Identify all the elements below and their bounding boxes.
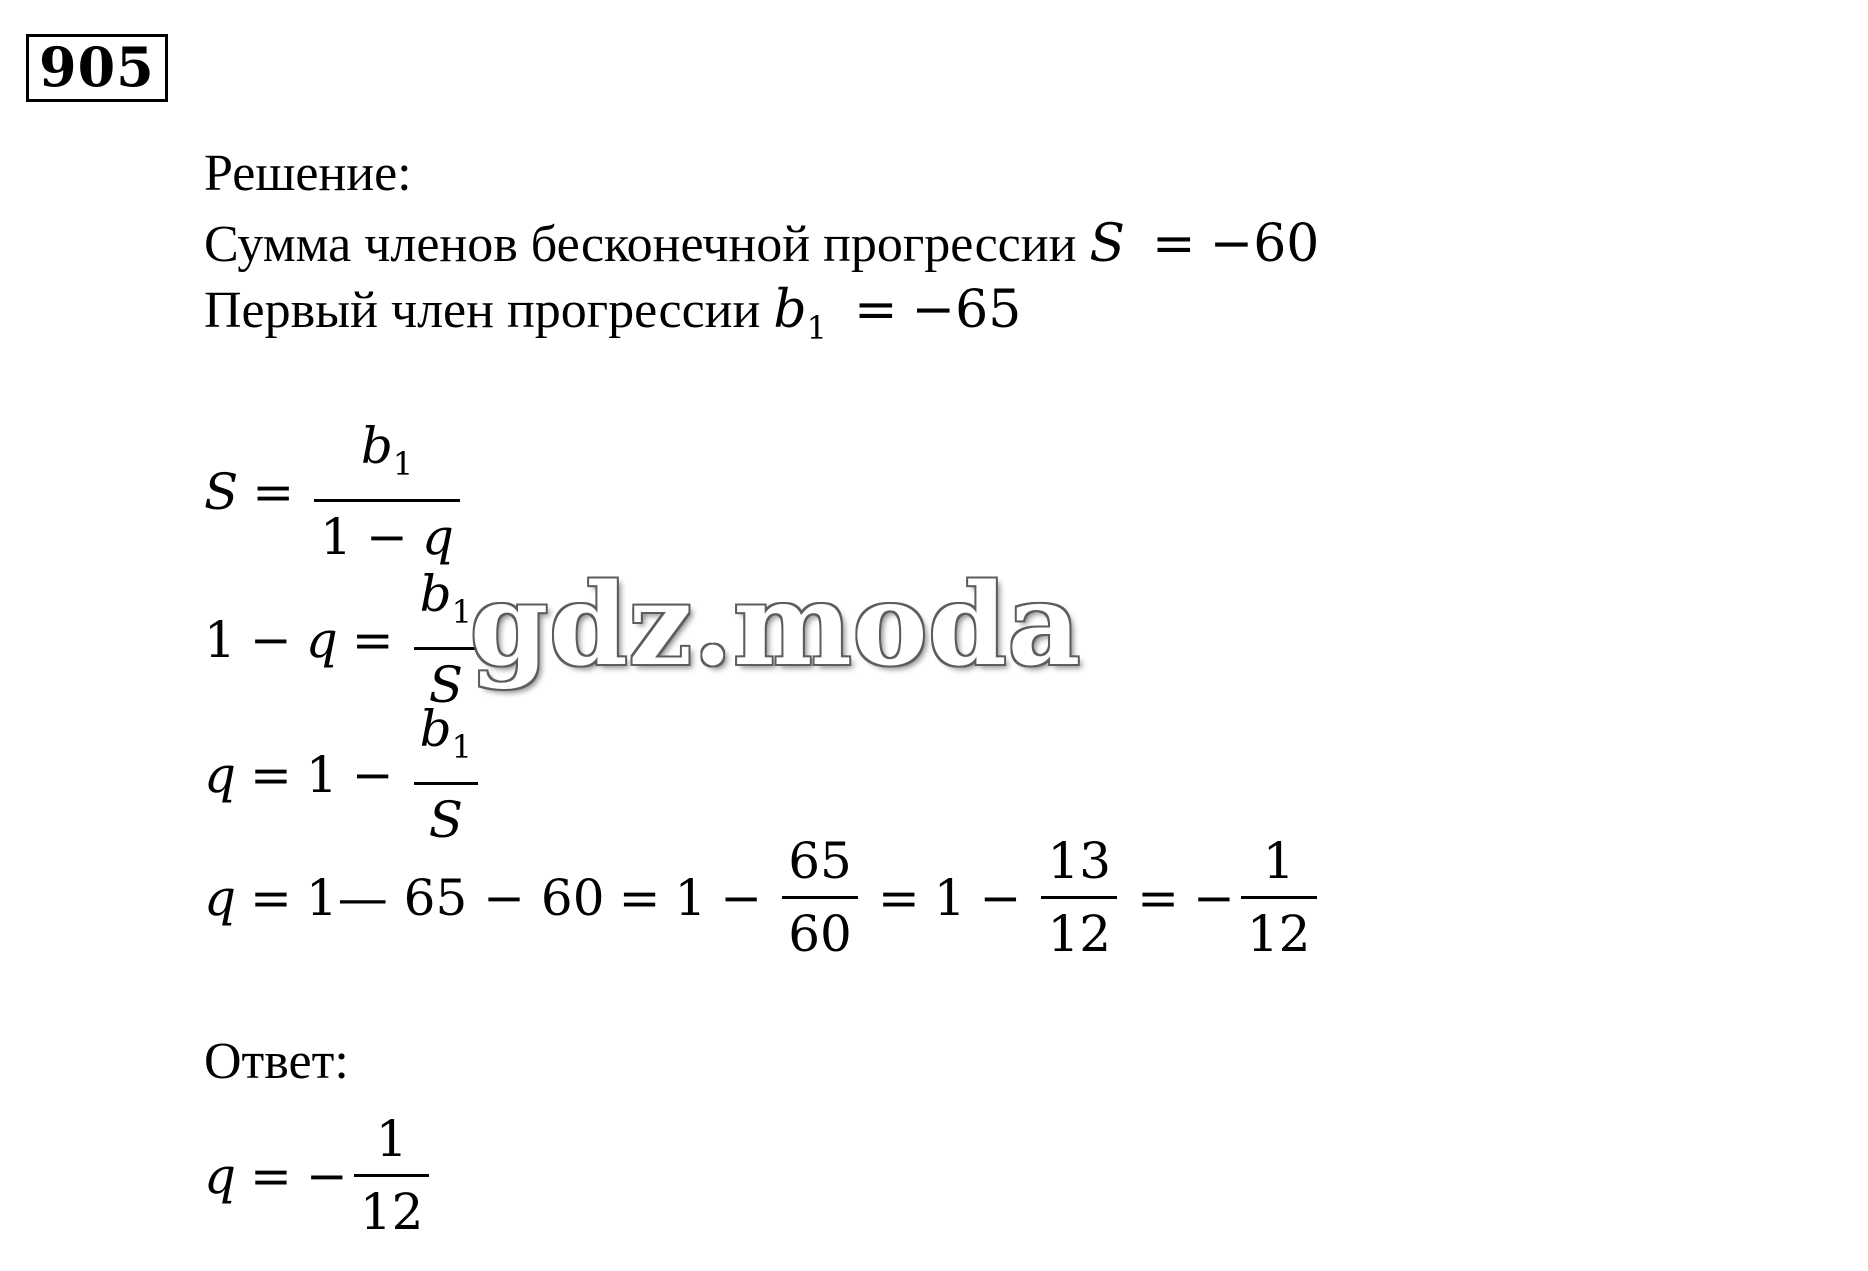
formula-2-one: 1 [204,610,236,669]
answer-minus: − [305,1146,348,1205]
formula-4-expr: 1— 65 − 60 [305,868,605,927]
formula-sum-fraction [314,415,460,568]
formula-sum [204,415,466,568]
fraction-denominator: 1 − q [320,508,454,566]
given-sum-var: S [1089,214,1126,274]
formula-4-minus-c: − [1192,868,1235,927]
formula-4-eq4: = [1137,868,1179,927]
formula-4-eq3: = [877,868,920,927]
answer-fraction [354,1108,430,1243]
fraction-numerator: 65 [788,832,852,890]
fraction-denominator: 12 [359,1183,424,1241]
formula-3-q: q [204,745,237,804]
given-first-var: b [773,280,807,340]
fraction-denominator: 12 [1246,905,1311,963]
given-sum-eq: = [1152,214,1196,274]
formula-4-q: q [204,868,237,927]
formula-4-one-b: 1 [933,868,966,927]
answer-label: Ответ: [204,1033,349,1090]
formula-3-one: 1 [305,745,338,804]
formula-sum-lhs: S [204,462,239,521]
formula-4-minus-a: − [720,868,763,927]
formula-4-fraction-3 [1241,830,1317,965]
given-first-value: −65 [911,280,1022,340]
watermark: gdz.moda [470,560,1082,691]
formula-sum-eq: = [252,462,295,521]
fraction-denominator: 12 [1047,905,1112,963]
given-sum-text: Сумма членов бесконечной прогрессии [204,216,1077,273]
fraction-numerator: $b_1$ [360,417,414,483]
formula-4-eq1: = [250,868,292,927]
formula-2-q: q [305,610,338,669]
formula-4-minus-b: − [979,868,1022,927]
given-first-eq: = [853,280,898,340]
fraction-numerator: $b_1$ [419,700,473,766]
formula-q [204,698,484,851]
formula-one-minus-q [204,563,484,716]
formula-2-eq: = [351,610,394,669]
fraction-numerator: 1 [375,1110,408,1168]
solution-heading: Решение: [204,145,412,202]
fraction-denominator: S [428,791,463,849]
formula-2-minus: − [249,610,292,669]
formula-3-eq: = [250,745,292,804]
fraction-numerator: 1 [1262,832,1295,890]
given-sum-value: −60 [1209,214,1320,274]
problem-number: 905 [26,34,168,102]
fraction-numerator: 13 [1047,832,1112,890]
given-first-text: Первый член прогрессии [204,282,761,339]
fraction-numerator: $b_1$ [419,565,473,631]
given-first-sub: 1 [806,309,827,347]
formula-4-fraction-1 [782,830,858,965]
formula-4-one-a: 1 [674,868,707,927]
fraction-denominator: S [428,656,463,714]
formula-3-minus: − [351,745,394,804]
given-first-line [204,280,1021,358]
answer-eq: = [250,1146,292,1205]
answer-formula [204,1108,435,1243]
answer-q: q [204,1146,237,1205]
formula-2-fraction [414,563,478,716]
given-sum-line [204,214,1319,275]
formula-3-fraction [414,698,478,851]
fraction-denominator: 60 [788,905,852,963]
formula-computation [204,830,1323,965]
formula-4-eq2: = [618,868,661,927]
formula-4-fraction-2 [1041,830,1117,965]
